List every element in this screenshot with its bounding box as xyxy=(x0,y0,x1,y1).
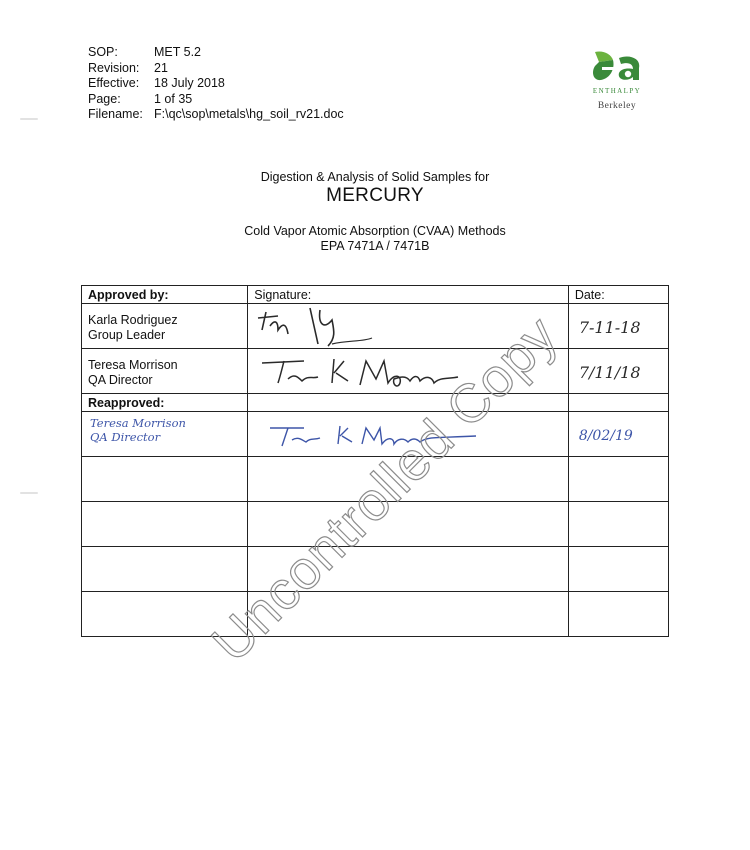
header-filename: Filename: F:\qc\sop\metals\hg_soil_rv21.doc xyxy=(88,107,344,122)
signature-cell xyxy=(248,412,569,457)
date-cell xyxy=(568,304,668,349)
table-row xyxy=(82,304,669,349)
table-row xyxy=(82,412,669,457)
table-header-row xyxy=(82,286,669,304)
handwritten-signature xyxy=(248,304,568,348)
approval-table xyxy=(81,285,669,637)
approval-date: 7/11/18 xyxy=(578,363,641,382)
table-row xyxy=(82,349,669,394)
title-methods: EPA 7471A / 7471B xyxy=(320,239,430,253)
approval-date: 7-11-18 xyxy=(578,318,641,337)
punch-mark-top xyxy=(20,118,38,120)
reapproved-label-cell xyxy=(82,394,248,412)
approver-name: Karla Rodriguez xyxy=(88,313,178,327)
reapproval-date: 8/02/19 xyxy=(578,428,633,444)
company-logo xyxy=(582,50,652,111)
approver-role: Group Leader xyxy=(88,328,166,342)
reapproved-label: Reapproved: xyxy=(88,396,165,410)
reapprover-role: QA Director xyxy=(90,430,161,444)
date-cell xyxy=(568,412,668,457)
ea-logo-icon xyxy=(589,50,645,84)
approver-name: Teresa Morrison xyxy=(88,358,178,372)
reapprover-name: Teresa Morrison xyxy=(90,416,186,430)
page-title: MERCURY xyxy=(326,185,424,206)
signature-cell xyxy=(248,349,569,394)
header-revision: Revision: 21 xyxy=(88,60,168,75)
header-effective: Effective: 18 July 2018 xyxy=(88,76,225,91)
approver-role: QA Director xyxy=(88,373,153,387)
header-approved-by: Approved by: xyxy=(82,286,248,304)
punch-mark-bottom xyxy=(20,492,38,494)
empty-row xyxy=(82,592,669,637)
handwritten-signature xyxy=(248,412,568,456)
header-date: Date: xyxy=(568,286,668,304)
reapprover-cell xyxy=(82,412,248,457)
empty-row xyxy=(82,457,669,502)
title-subtitle: Cold Vapor Atomic Absorption (CVAA) Methods xyxy=(244,224,506,238)
uncontrolled-copy-watermark: Uncontrolled Copy xyxy=(200,304,570,674)
header-sop: SOP: MET 5.2 xyxy=(88,45,202,59)
title-pre: Digestion & Analysis of Solid Samples for xyxy=(260,170,490,184)
logo-location: Berkeley xyxy=(597,101,637,111)
document-header xyxy=(88,45,344,123)
empty-row xyxy=(82,502,669,547)
approver-cell xyxy=(82,304,248,349)
empty-row xyxy=(82,547,669,592)
signature-cell xyxy=(248,304,569,349)
logo-company-name: ENTHALPY xyxy=(592,87,642,95)
reapproved-row xyxy=(82,394,669,412)
handwritten-signature xyxy=(248,349,568,393)
header-page: Page: 1 of 35 xyxy=(88,91,193,106)
approver-cell xyxy=(82,349,248,394)
header-signature: Signature: xyxy=(248,286,569,304)
date-cell xyxy=(568,349,668,394)
